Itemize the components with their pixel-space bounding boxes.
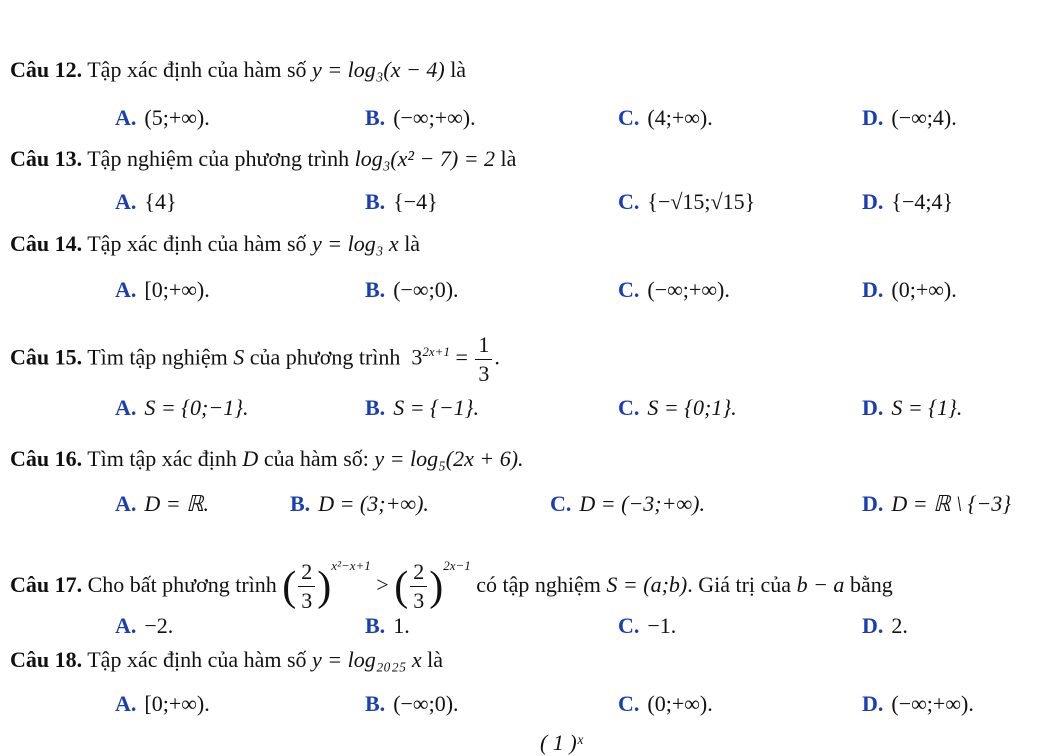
option-value: {−√15;√15} — [647, 189, 756, 214]
question-text: Tập xác định của hàm số — [87, 647, 307, 672]
question-variable: D — [242, 446, 259, 471]
option-value: [0;+∞). — [144, 277, 210, 302]
question-expression: y = log₃(x − 4) — [312, 57, 445, 82]
option-label: D. — [862, 395, 884, 420]
option-c[interactable] — [618, 104, 713, 132]
option-label: C. — [618, 277, 640, 302]
option-value: (−∞;0). — [393, 277, 459, 302]
inequality-operator: > — [376, 572, 389, 597]
option-a[interactable] — [115, 188, 177, 216]
option-c[interactable] — [618, 690, 713, 718]
option-a[interactable] — [115, 490, 209, 518]
option-value: (−∞;4). — [891, 105, 957, 130]
option-label: C. — [618, 105, 640, 130]
option-value: (−∞;+∞). — [891, 691, 974, 716]
option-value: {4} — [144, 189, 177, 214]
option-value: D = (−3;+∞). — [579, 491, 705, 516]
power-exponent: 2x+1 — [422, 344, 450, 360]
fraction-numerator: 1 — [475, 334, 492, 360]
option-label: B. — [365, 613, 386, 638]
option-value: (−∞;+∞). — [647, 277, 730, 302]
question-number: Câu 18. — [10, 647, 83, 672]
close-paren: ) — [317, 563, 332, 610]
option-d[interactable] — [862, 690, 974, 718]
option-label: D. — [862, 491, 884, 516]
question-text: Tập nghiệm của phương trình — [87, 146, 350, 171]
option-c[interactable] — [618, 394, 737, 422]
option-value: D = (3;+∞). — [318, 491, 429, 516]
fraction-denominator: 3 — [413, 588, 425, 614]
option-c[interactable] — [618, 276, 730, 304]
question-tail: là — [427, 647, 444, 672]
question-expression: log₃(x² − 7) = 2 — [354, 146, 496, 171]
option-value: S = {−1}. — [393, 395, 479, 420]
open-paren: ( — [282, 563, 297, 610]
option-d[interactable] — [862, 188, 953, 216]
option-d[interactable] — [862, 394, 962, 422]
question-14 — [10, 230, 420, 258]
question-expression: y = log₅(2x + 6). — [374, 446, 524, 471]
option-value: D = ℝ \ {−3} — [891, 491, 1012, 516]
option-a[interactable] — [115, 104, 210, 132]
option-label: C. — [618, 613, 640, 638]
option-c[interactable] — [550, 490, 705, 518]
option-b[interactable] — [365, 188, 438, 216]
option-value: (−∞;+∞). — [393, 105, 476, 130]
fraction-denominator: 3 — [301, 588, 313, 614]
option-value: D = ℝ. — [144, 491, 210, 516]
option-a[interactable] — [115, 394, 249, 422]
option-a[interactable] — [115, 276, 210, 304]
option-b[interactable] — [290, 490, 429, 518]
exponent-right: 2x−1 — [443, 558, 471, 573]
question-15: Câu 15. Tìm tập nghiệm S của phương trình $3^{2x+1}$ = $\frac{1}{3}$ . — [10, 332, 500, 386]
question-expression: b − a — [796, 572, 845, 597]
question-12 — [10, 56, 466, 84]
question-number: Câu 15. — [10, 344, 83, 370]
question-text: Tìm tập nghiệm — [87, 344, 228, 370]
option-value: {−4;4} — [891, 189, 954, 214]
question-variable: S — [233, 344, 245, 370]
option-label: B. — [290, 491, 311, 516]
question-16 — [10, 445, 524, 473]
option-label: C. — [618, 691, 640, 716]
option-d[interactable] — [862, 490, 1011, 518]
option-label: A. — [115, 691, 137, 716]
fraction-numerator: 2 — [410, 561, 427, 587]
fraction-numerator: 2 — [298, 561, 315, 587]
question-expression: y = log₂₀₂₅ x — [312, 647, 422, 672]
option-label: C. — [618, 189, 640, 214]
option-b[interactable] — [365, 394, 479, 422]
question-number: Câu 16. — [10, 446, 83, 471]
option-value: (−∞;0). — [393, 691, 459, 716]
fraction-denominator: 3 — [478, 361, 490, 386]
question-tail: là — [404, 231, 421, 256]
option-value: −2. — [144, 613, 174, 638]
fraction-left — [298, 561, 315, 612]
option-label: D. — [862, 277, 884, 302]
option-value: S = {1}. — [891, 395, 963, 420]
option-label: A. — [115, 189, 137, 214]
close-paren: ) — [429, 563, 444, 610]
option-b[interactable] — [365, 276, 459, 304]
exponent-left: x²−x+1 — [331, 558, 371, 573]
option-label: B. — [365, 189, 386, 214]
fraction-right — [410, 561, 427, 612]
option-value: 2. — [891, 613, 908, 638]
option-b[interactable] — [365, 612, 410, 640]
option-a[interactable] — [115, 612, 173, 640]
option-d[interactable] — [862, 104, 957, 132]
question-text: Tập xác định của hàm số — [87, 57, 307, 82]
question-number: Câu 12. — [10, 57, 83, 82]
solution-set: S = (a;b) — [606, 572, 688, 597]
option-a[interactable] — [115, 690, 210, 718]
question-text-4: bằng — [849, 572, 893, 597]
option-value: 1. — [393, 613, 410, 638]
question-expression: y = log₃ x — [312, 231, 399, 256]
question-text: Tìm tập xác định — [87, 446, 237, 471]
option-value: (5;+∞). — [144, 105, 210, 130]
option-b[interactable] — [365, 690, 459, 718]
option-label: A. — [115, 613, 137, 638]
question-text-2: có tập nghiệm — [476, 572, 601, 597]
option-d[interactable] — [862, 276, 957, 304]
option-label: C. — [618, 395, 640, 420]
option-d[interactable] — [862, 612, 908, 640]
question-number: Câu 13. — [10, 146, 83, 171]
option-label: D. — [862, 613, 884, 638]
question-tail: là — [450, 57, 467, 82]
option-label: A. — [115, 277, 137, 302]
option-label: B. — [365, 277, 386, 302]
option-label: A. — [115, 395, 137, 420]
power-base: 3 — [411, 344, 423, 370]
option-label: A. — [115, 491, 137, 516]
option-label: A. — [115, 105, 137, 130]
question-number: Câu 14. — [10, 231, 83, 256]
question-13 — [10, 145, 516, 173]
option-value: [0;+∞). — [144, 691, 210, 716]
open-paren: ( — [394, 563, 409, 610]
option-label: D. — [862, 105, 884, 130]
option-label: B. — [365, 395, 386, 420]
option-value: −1. — [647, 613, 677, 638]
option-c[interactable] — [618, 188, 755, 216]
question-text-2: của hàm số: — [263, 446, 369, 471]
option-label: C. — [550, 491, 572, 516]
option-c[interactable] — [618, 612, 676, 640]
option-label: D. — [862, 189, 884, 214]
option-value: S = {0;1}. — [647, 395, 737, 420]
fraction — [475, 334, 492, 385]
cutoff-expression: ( 1 )ˣ — [540, 730, 583, 755]
option-value: (0;+∞). — [891, 277, 957, 302]
question-18 — [10, 646, 443, 674]
question-text-3: . Giá trị của — [687, 572, 792, 597]
option-label: B. — [365, 691, 386, 716]
option-value: S = {0;−1}. — [144, 395, 249, 420]
option-label: B. — [365, 105, 386, 130]
option-value: (4;+∞). — [647, 105, 713, 130]
question-text: Cho bất phương trình — [87, 572, 277, 597]
option-value: {−4} — [393, 189, 438, 214]
option-label: D. — [862, 691, 884, 716]
question-text: Tập xác định của hàm số — [87, 231, 307, 256]
option-value: (0;+∞). — [647, 691, 713, 716]
question-17 — [10, 552, 893, 612]
question-number: Câu 17. — [10, 572, 83, 597]
question-text-2: của phương trình — [249, 344, 401, 370]
question-tail: là — [500, 146, 517, 171]
option-b[interactable] — [365, 104, 476, 132]
